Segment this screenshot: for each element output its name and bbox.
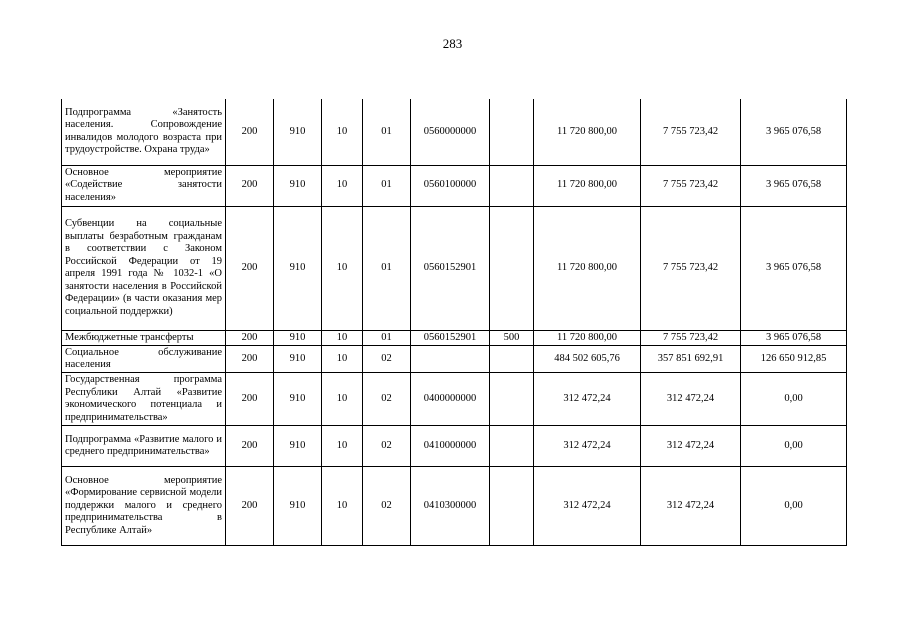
row-name: Подпрограмма «Занятость населения. Сопровождение инвалидов молодого возраста при трудоустройстве. Охрана труда» [62,99,226,165]
expense-type-cell [490,99,534,165]
sum-1-cell: 312 472,24 [534,426,641,467]
sum-2-cell: 312 472,24 [641,373,741,426]
table-row [62,373,847,426]
table-row [62,467,847,546]
ministry-code-cell: 910 [274,206,322,330]
admin-code-cell: 200 [226,346,274,373]
sum-3-cell: 3 965 076,58 [741,330,847,346]
subsection-cell: 02 [363,373,411,426]
subsection-cell: 02 [363,467,411,546]
section-cell: 10 [322,330,363,346]
sum-3-cell: 0,00 [741,426,847,467]
expense-type-cell: 500 [490,330,534,346]
target-article-cell: 0560152901 [411,206,490,330]
target-article-cell: 0400000000 [411,373,490,426]
sum-1-cell: 312 472,24 [534,467,641,546]
row-name: Межбюджетные трансферты [62,330,226,346]
sum-3-cell: 3 965 076,58 [741,99,847,165]
expense-type-cell [490,467,534,546]
sum-1-cell: 11 720 800,00 [534,99,641,165]
sum-3-cell: 126 650 912,85 [741,346,847,373]
subsection-cell: 02 [363,426,411,467]
section-cell: 10 [322,426,363,467]
budget-table [61,99,847,546]
sum-2-cell: 357 851 692,91 [641,346,741,373]
section-cell: 10 [322,206,363,330]
table-row [62,206,847,330]
admin-code-cell: 200 [226,206,274,330]
sum-2-cell: 7 755 723,42 [641,206,741,330]
admin-code-cell: 200 [226,99,274,165]
table-row [62,346,847,373]
ministry-code-cell: 910 [274,346,322,373]
row-name: Государственная программа Республики Алтай «Развитие экономического потенциала и предпринимательства» [62,373,226,426]
row-name: Основное мероприятие «Содействие занятости населения» [62,165,226,206]
subsection-cell: 02 [363,346,411,373]
target-article-cell: 0410000000 [411,426,490,467]
row-name: Основное мероприятие «Формирование сервисной модели поддержки малого и среднего предпринимательства в Республике Алтай» [62,467,226,546]
admin-code-cell: 200 [226,165,274,206]
expense-type-cell [490,165,534,206]
expense-type-cell [490,373,534,426]
admin-code-cell: 200 [226,426,274,467]
target-article-cell [411,346,490,373]
admin-code-cell: 200 [226,373,274,426]
page-number: 283 [442,36,463,51]
target-article-cell: 0560000000 [411,99,490,165]
sum-2-cell: 312 472,24 [641,467,741,546]
row-name: Субвенции на социальные выплаты безработным гражданам в соответствии с Законом Российской Федерации от 19 апреля 1991 года № 1032-1 «О занятости населения в Российской Федерации» (в части оказания мер социальной поддержки) [62,206,226,330]
sum-3-cell: 0,00 [741,467,847,546]
sum-1-cell: 11 720 800,00 [534,330,641,346]
ministry-code-cell: 910 [274,99,322,165]
table-row [62,330,847,346]
row-name: Социальное обслуживание населения [62,346,226,373]
sum-1-cell: 484 502 605,76 [534,346,641,373]
target-article-cell: 0560152901 [411,330,490,346]
subsection-cell: 01 [363,330,411,346]
section-cell: 10 [322,99,363,165]
ministry-code-cell: 910 [274,467,322,546]
ministry-code-cell: 910 [274,373,322,426]
row-name: Подпрограмма «Развитие малого и среднего предпринимательства» [62,426,226,467]
ministry-code-cell: 910 [274,426,322,467]
subsection-cell: 01 [363,165,411,206]
sum-3-cell: 3 965 076,58 [741,206,847,330]
sum-2-cell: 7 755 723,42 [641,99,741,165]
expense-type-cell [490,206,534,330]
sum-2-cell: 312 472,24 [641,426,741,467]
target-article-cell: 0410300000 [411,467,490,546]
ministry-code-cell: 910 [274,330,322,346]
admin-code-cell: 200 [226,467,274,546]
sum-3-cell: 0,00 [741,373,847,426]
sum-2-cell: 7 755 723,42 [641,330,741,346]
sum-1-cell: 312 472,24 [534,373,641,426]
sum-1-cell: 11 720 800,00 [534,165,641,206]
section-cell: 10 [322,467,363,546]
expense-type-cell [490,426,534,467]
admin-code-cell: 200 [226,330,274,346]
table-row [62,99,847,165]
table-row [62,426,847,467]
sum-2-cell: 7 755 723,42 [641,165,741,206]
section-cell: 10 [322,346,363,373]
expense-type-cell [490,346,534,373]
sum-1-cell: 11 720 800,00 [534,206,641,330]
subsection-cell: 01 [363,99,411,165]
sum-3-cell: 3 965 076,58 [741,165,847,206]
subsection-cell: 01 [363,206,411,330]
ministry-code-cell: 910 [274,165,322,206]
section-cell: 10 [322,373,363,426]
table-row [62,165,847,206]
target-article-cell: 0560100000 [411,165,490,206]
section-cell: 10 [322,165,363,206]
